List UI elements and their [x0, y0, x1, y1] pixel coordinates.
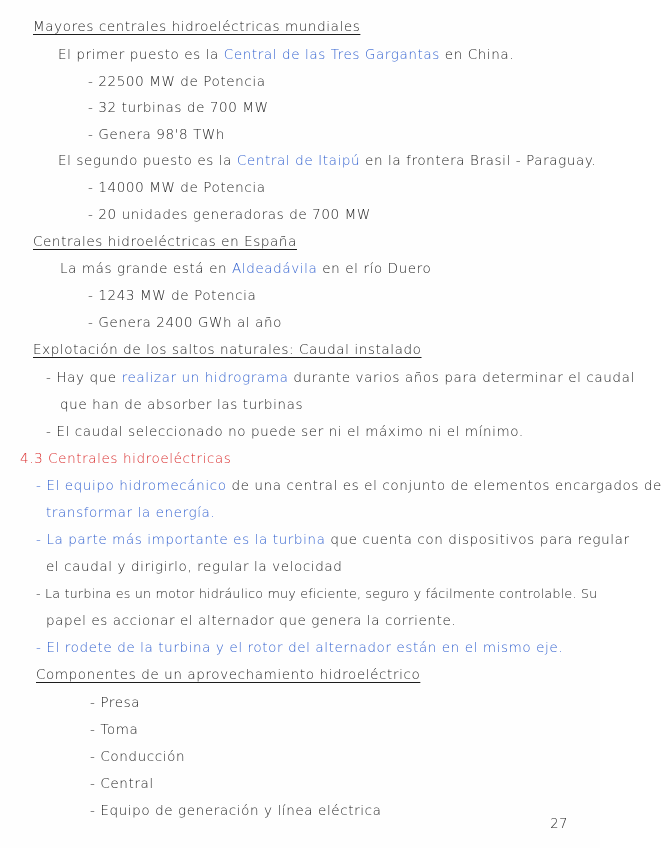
equipment-line-cont: transformar la energía. [46, 505, 216, 521]
heading-exploitation: Explotación de los saltos naturales: Caudal instalado [33, 342, 422, 358]
component-generation: - Equipo de generación y línea eléctrica [90, 803, 382, 819]
page-number: 27 [550, 817, 568, 832]
largest-spain-line: La más grande está en Aldeadávila en el río Duero [60, 261, 432, 277]
hydrograph-line-cont: que han de absorber las turbinas [60, 397, 304, 413]
turbine-motor-cont: papel es accionar el alternador que genera la corriente. [46, 613, 457, 629]
turbine-motor-line: - La turbina es un motor hidráulico muy eficiente, seguro y fácilmente controlable. Su [36, 586, 598, 601]
component-conduction: - Conducción [90, 749, 186, 765]
flow-selection-line: - El caudal seleccionado no puede ser ni el máximo ni el mínimo. [46, 424, 524, 440]
bullet-generation-1: - Genera 98'8 TWh [88, 127, 226, 143]
bullet-generation-3: - Genera 2400 GWh al año [88, 315, 283, 331]
heading-components: Componentes de un aprovechamiento hidroeléctrico [36, 667, 421, 683]
section-heading-4-3: 4.3 Centrales hidroeléctricas [20, 451, 232, 467]
bullet-power-1: - 22500 MW de Potencia [88, 74, 266, 90]
rotor-shaft-line: - El rodete de la turbina y el rotor del alternador están en el mismo eje. [36, 640, 564, 656]
turbine-importance-cont: el caudal y dirigirlo, regular la velocidad [46, 559, 343, 575]
hydrograph-line: - Hay que realizar un hidrograma durante varios años para determinar el caudal [46, 370, 635, 386]
first-place-line: El primer puesto es la Central de las Tres Gargantas en China. [58, 47, 515, 63]
bullet-power-2: - 14000 MW de Potencia [88, 180, 266, 196]
heading-spain: Centrales hidroeléctricas en España [33, 234, 297, 250]
second-place-line: El segundo puesto es la Central de Itaipú en la frontera Brasil - Paraguay. [58, 153, 597, 169]
equipment-line: - El equipo hidromecánico de una central es el conjunto de elementos encargados de [36, 478, 662, 494]
component-intake: - Toma [90, 722, 139, 738]
turbine-importance-line: - La parte más importante es la turbina que cuenta con dispositivos para regular [36, 532, 630, 548]
component-dam: - Presa [90, 695, 141, 711]
bullet-turbines-1: - 32 turbinas de 700 MW [88, 100, 269, 116]
bullet-units-2: - 20 unidades generadoras de 700 MW [88, 207, 371, 223]
component-plant: - Central [90, 776, 154, 792]
heading-largest-plants: Mayores centrales hidroeléctricas mundiales [33, 19, 361, 35]
bullet-power-3: - 1243 MW de Potencia [88, 288, 257, 304]
